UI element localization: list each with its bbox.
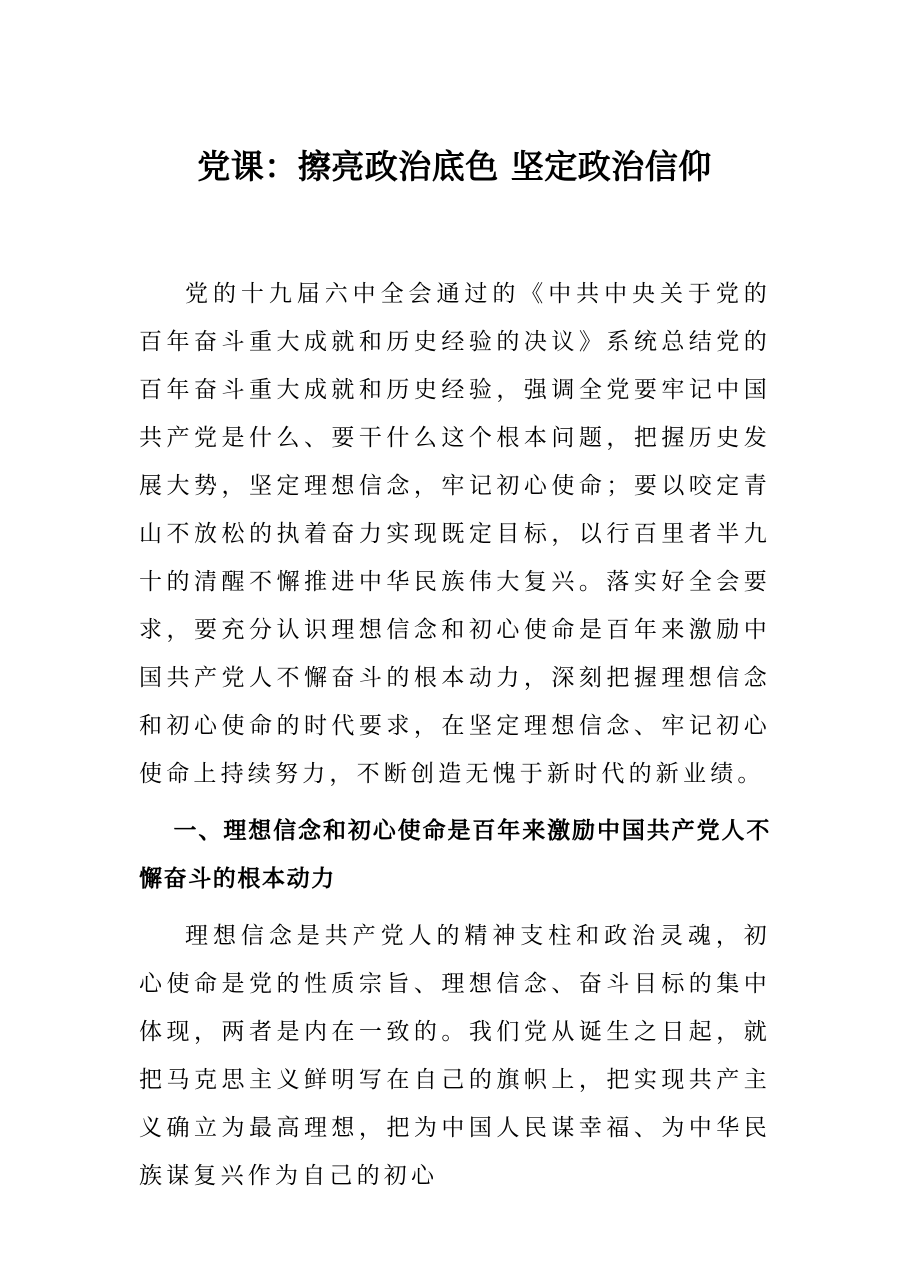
document-title: 党课：擦亮政治底色 坚定政治信仰 (197, 147, 712, 186)
document-body (139, 270, 771, 1200)
section-1-paragraph: 理想信念是共产党人的精神支柱和政治灵魂，初心使命是党的性质宗旨、理想信念、奋斗目标的集中体现，两者是内在一致的。我们党从诞生之日起，就把马克思主义鲜明写在自己的旗帜上，把实现共产主义确立为最高理想，把为中国人民谋幸福、为中华民族谋复兴作为自己的初心 (139, 923, 771, 1189)
intro-paragraph: 党的十九届六中全会通过的《中共中央关于党的百年奋斗重大成就和历史经验的决议》系统总结党的百年奋斗重大成就和历史经验，强调全党要牢记中国共产党是什么、要干什么这个根本问题，把握历史发展大势，坚定理想信念，牢记初心使命；要以咬定青山不放松的执着奋力实现既定目标，以行百里者半九十的清醒不懈推进中华民族伟大复兴。落实好全会要求，要充分认识理想信念和初心使命是百年来激励中国共产党人不懈奋斗的根本动力，深刻把握理想信念和初心使命的时代要求，在坚定理想信念、牢记初心使命上持续努力，不断创造无愧于新时代的新业绩。 (139, 281, 771, 787)
section-heading-1: 一、理想信念和初心使命是百年来激励中国共产党人不懈奋斗的根本动力 (139, 817, 771, 892)
